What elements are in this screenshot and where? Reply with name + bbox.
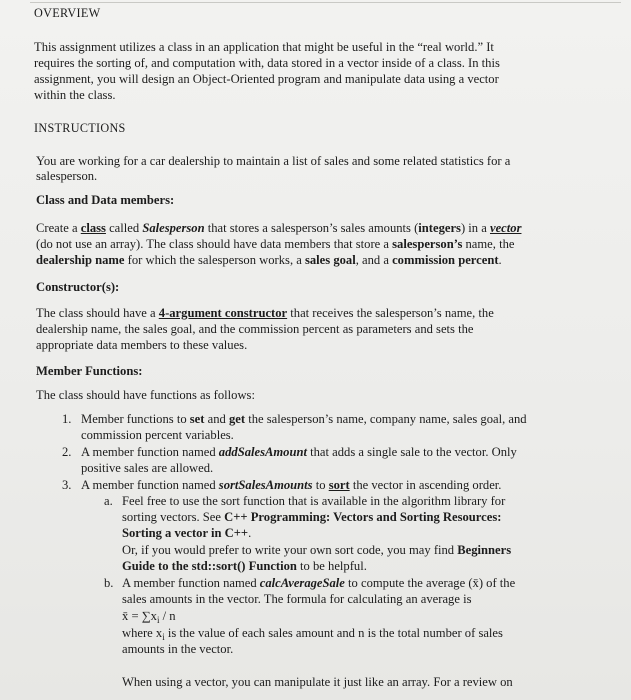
closing-line: When using a vector, you can manipulate it just like an array. For a review on [122, 675, 513, 689]
constructor-line-1 [36, 306, 494, 321]
subscript-i: i [162, 632, 165, 642]
set-keyword: set [189, 412, 205, 426]
sub-a-line-1: Feel free to use the sort function that is available in the algorithm library for [122, 494, 506, 508]
text-run: that receives the salesperson’s name, the [287, 306, 494, 320]
get-keyword: get [228, 412, 246, 426]
text-run: is the value of each sales amount and n is the total number of sales [164, 626, 503, 640]
add-sales-amount-fn: addSalesAmount [218, 445, 307, 459]
text-run: . [248, 526, 252, 540]
item-3-line-1 [81, 478, 501, 493]
salesperson-bold: salesperson’s [392, 237, 463, 251]
vector-keyword: vector [490, 221, 522, 235]
resource-link-title[interactable]: C++ Programming: Vectors and Sorting Resources: [224, 510, 502, 524]
integers-keyword: integers [418, 221, 461, 235]
class-line-2 [36, 237, 514, 252]
text-run: / n [159, 609, 176, 623]
sub-a-line-4 [122, 543, 511, 558]
item-2-line-2: positive sales are allowed. [81, 461, 214, 475]
text-run: to [312, 478, 329, 492]
text-run: the salesperson’s name, company name, sales goal, and [245, 412, 527, 426]
commission-percent-bold: commission percent [392, 253, 499, 267]
sub-a-letter: a. [104, 494, 113, 508]
item-1-number: 1. [62, 412, 72, 426]
calc-average-sale-fn: calcAverageSale [259, 576, 345, 590]
text-run: A member function named [81, 478, 219, 492]
text-run: Or, if you would prefer to write your own sort code, you may find [122, 543, 458, 557]
instructions-intro-2: salesperson. [36, 169, 98, 183]
item-1-line-2: commission percent variables. [81, 428, 234, 442]
member-functions-heading: Member Functions: [36, 364, 143, 378]
overview-line-1: This assignment utilizes a class in an application that might be useful in the “real world.” It [34, 40, 494, 54]
text-run: A member function named [122, 576, 260, 590]
text-run: , and a [355, 253, 393, 267]
overview-line-4: within the class. [34, 88, 116, 102]
text-run: Member functions to [81, 412, 190, 426]
item-2-line-1 [81, 445, 517, 460]
text-run: Create a [36, 221, 81, 235]
text-run: ) in a [460, 221, 490, 235]
overview-heading: OVERVIEW [34, 6, 101, 20]
class-line-3 [36, 253, 502, 268]
item-3-number: 3. [62, 478, 72, 492]
text-run: called [105, 221, 143, 235]
text-run: name, the [465, 237, 515, 251]
class-section-heading: Class and Data members: [36, 193, 175, 207]
class-keyword: class [80, 221, 106, 235]
overview-line-3: assignment, you will design an Object-Oriented program and manipulate data using a vector [34, 72, 499, 86]
text-run: The class should have a [36, 306, 159, 320]
member-functions-intro: The class should have functions as follows: [36, 388, 255, 402]
constructor-line-3: appropriate data members to these values. [36, 338, 248, 352]
overview-line-2: requires the sorting of, and computation with, data stored in a vector inside of a class. In this [34, 56, 500, 70]
sub-b-line-2: sales amounts in the vector. The formula for calculating an average is [122, 592, 472, 606]
sub-b-line-1 [122, 576, 515, 591]
instructions-intro-1: You are working for a car dealership to maintain a list of sales and some related statistics for a [36, 154, 511, 168]
constructor-heading: Constructor(s): [36, 280, 120, 294]
text-run: that stores a salesperson’s sales amounts ( [204, 221, 419, 235]
text-run: sorting vectors. See [122, 510, 225, 524]
text-run: to compute the average (x̄) of the [344, 576, 516, 590]
sales-goal-bold: sales goal [304, 253, 356, 267]
text-run: (do not use an array). The class should have data members that store a [36, 237, 389, 251]
text-run: x̄ = ∑x [122, 609, 157, 623]
sub-a-line-5 [122, 559, 367, 574]
subscript-i: i [156, 615, 160, 625]
sort-keyword: sort [328, 478, 350, 492]
constructor-line-2: dealership name, the sales goal, and the commission percent as parameters and sets the [36, 322, 474, 336]
four-argument-constructor: 4-argument constructor [158, 306, 288, 320]
text-run: . [498, 253, 502, 267]
std-sort-guide-link[interactable]: Guide to the std::sort() Function [122, 559, 297, 573]
text-run: that adds a single sale to the vector. Only [306, 445, 517, 459]
top-edge [30, 2, 621, 3]
sorting-vector-link[interactable]: Sorting a vector in C++ [122, 526, 249, 540]
class-line-1 [36, 221, 521, 236]
item-1-line-1 [81, 412, 527, 427]
text-run: to be helpful. [296, 559, 367, 573]
sub-b-letter: b. [104, 576, 114, 590]
text-run: the vector in ascending order. [349, 478, 502, 492]
class-name-salesperson: Salesperson [142, 221, 205, 235]
instructions-heading: INSTRUCTIONS [34, 121, 126, 135]
text-run: and [204, 412, 229, 426]
text-run: for which the salesperson works, a [124, 253, 305, 267]
sub-a-line-2 [122, 510, 501, 525]
sub-a-line-3 [122, 526, 251, 541]
sub-b-line-5: amounts in the vector. [122, 642, 234, 656]
text-run: where x [122, 626, 163, 640]
item-2-number: 2. [62, 445, 72, 459]
dealership-name-bold: dealership name [36, 253, 125, 267]
beginners-guide-link[interactable]: Beginners [457, 543, 512, 557]
text-run: A member function named [81, 445, 219, 459]
sort-sales-amounts-fn: sortSalesAmounts [218, 478, 313, 492]
